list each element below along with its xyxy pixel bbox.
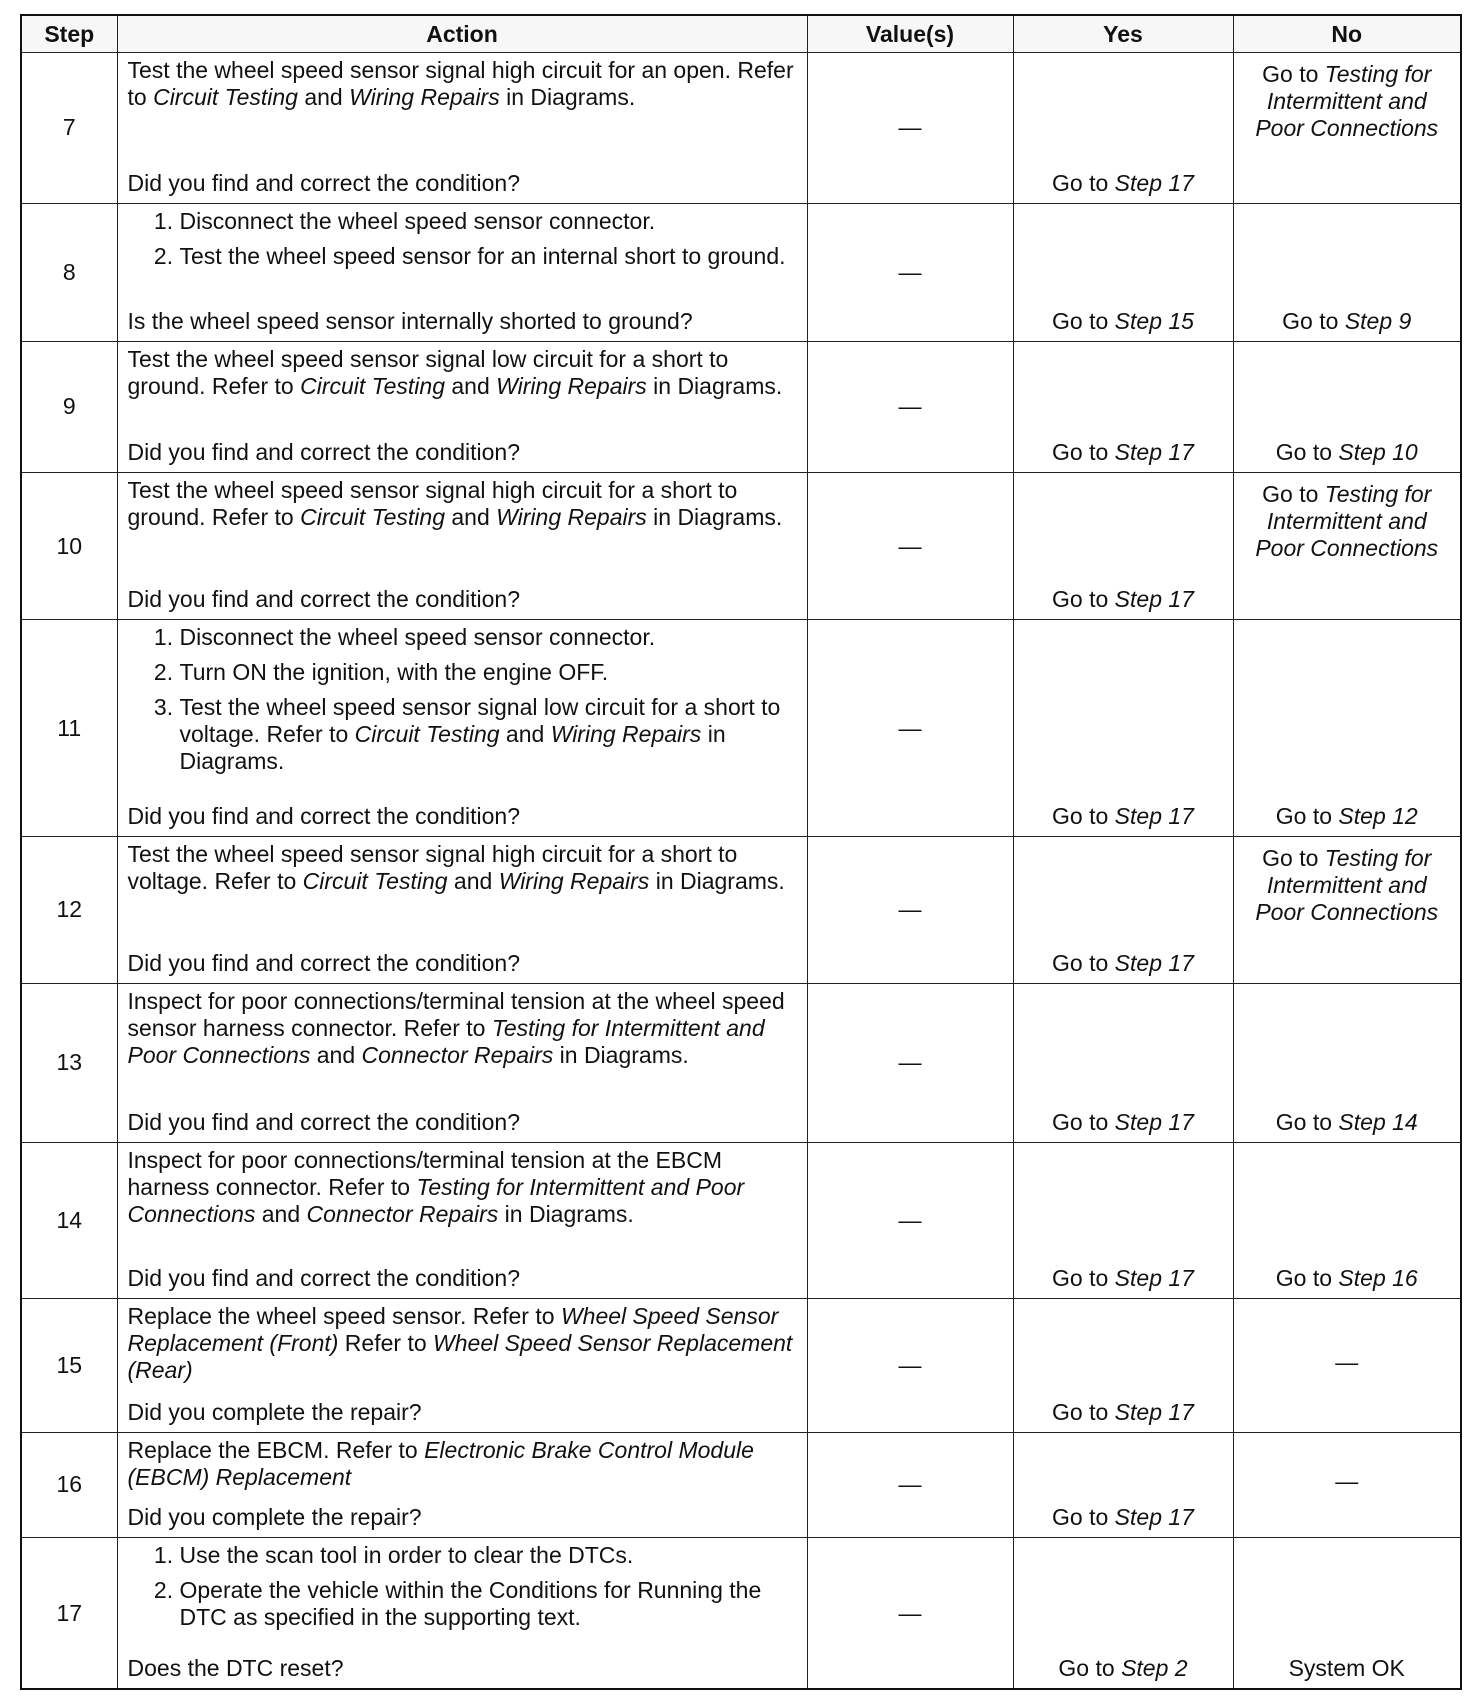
action-content	[128, 208, 797, 335]
action-cell	[117, 203, 807, 341]
no-cell: Go to Step 16	[1233, 1142, 1461, 1298]
table-row	[21, 1538, 1461, 1689]
no-cell: Go to Step 14	[1233, 984, 1461, 1142]
action-content	[128, 477, 797, 614]
value-cell: —	[807, 1538, 1013, 1689]
spacer	[128, 531, 797, 579]
action-cell	[117, 984, 807, 1142]
action-content	[128, 1303, 797, 1426]
action-content	[128, 988, 797, 1135]
no-cell: Go to Step 10	[1233, 342, 1461, 473]
step-number: 13	[21, 984, 117, 1142]
action-question: Did you find and correct the condition?	[127, 1264, 521, 1291]
action-step-item: 1. Use the scan tool in order to clear the DTCs.	[180, 1542, 797, 1569]
step-number: 14	[21, 1142, 117, 1298]
header-action: Action	[117, 15, 807, 53]
step-number: 12	[21, 836, 117, 984]
no-cell: Go to Testing for Intermittent and Poor Connections	[1233, 836, 1461, 984]
action-steps-list	[128, 624, 797, 783]
yes-cell: Go to Step 17	[1013, 1298, 1233, 1432]
yes-cell: Go to Step 17	[1013, 472, 1233, 620]
action-cell	[117, 836, 807, 984]
table-row	[21, 342, 1461, 473]
spacer	[128, 1639, 797, 1647]
table-row	[21, 1432, 1461, 1537]
action-text: Test the wheel speed sensor signal high circuit for an open. Refer to Circuit Testing and Wiring Repairs in Diagrams.	[127, 57, 794, 110]
action-text: Inspect for poor connections/terminal tension at the wheel speed sensor harness connector. Refer to Testing for Intermittent and Poor Connections and Connector Repairs in Diagrams.	[127, 988, 785, 1069]
step-number: 17	[21, 1538, 117, 1689]
value-cell: —	[807, 342, 1013, 473]
spacer	[128, 278, 797, 300]
yes-cell: Go to Step 17	[1013, 1432, 1233, 1537]
diagnostic-table	[20, 14, 1462, 1690]
step-number: 10	[21, 472, 117, 620]
step-number: 16	[21, 1432, 117, 1537]
action-question: Did you find and correct the condition?	[127, 586, 521, 613]
action-cell	[117, 53, 807, 204]
action-step-item: 2. Turn ON the ignition, with the engine OFF.	[180, 659, 797, 686]
table-row	[21, 1142, 1461, 1298]
step-number: 9	[21, 342, 117, 473]
no-cell: —	[1233, 1432, 1461, 1537]
action-content	[128, 1437, 797, 1531]
action-question: Did you complete the repair?	[127, 1504, 422, 1531]
header-step: Step	[21, 15, 117, 53]
action-text: Test the wheel speed sensor signal high circuit for a short to ground. Refer to Circuit Testing and Wiring Repairs in Diagrams.	[127, 476, 783, 530]
value-cell: —	[807, 836, 1013, 984]
no-cell: Go to Testing for Intermittent and Poor Connections	[1233, 472, 1461, 620]
spacer	[128, 1069, 797, 1100]
action-step-item: 3. Test the wheel speed sensor signal low circuit for a short to voltage. Refer to Circuit Testing and Wiring Repairs in Diagrams.	[180, 694, 797, 775]
table-row	[21, 984, 1461, 1142]
header-values: Value(s)	[807, 15, 1013, 53]
action-content	[128, 1542, 797, 1682]
table-body	[21, 53, 1461, 1690]
value-cell: —	[807, 203, 1013, 341]
no-cell: Go to Step 9	[1233, 203, 1461, 341]
header-no: No	[1233, 15, 1461, 53]
table-row	[21, 836, 1461, 984]
yes-cell: Go to Step 17	[1013, 1142, 1233, 1298]
action-cell	[117, 1142, 807, 1298]
value-cell: —	[807, 984, 1013, 1142]
header-row	[21, 15, 1461, 53]
action-content	[128, 624, 797, 829]
no-cell: —	[1233, 1298, 1461, 1432]
table-row	[21, 472, 1461, 620]
step-number: 7	[21, 53, 117, 204]
step-number: 15	[21, 1298, 117, 1432]
table-row	[21, 53, 1461, 204]
action-question: Did you find and correct the condition?	[127, 950, 521, 977]
step-number: 11	[21, 620, 117, 836]
action-content	[128, 346, 797, 466]
spacer	[128, 1491, 797, 1496]
table-row	[21, 620, 1461, 836]
action-text: Test the wheel speed sensor signal low circuit for a short to ground. Refer to Circuit Testing and Wiring Repairs in Diagrams.	[127, 346, 783, 399]
action-step-item: 1. Disconnect the wheel speed sensor connector.	[180, 208, 797, 235]
action-cell	[117, 472, 807, 620]
value-cell: —	[807, 620, 1013, 836]
no-cell: System OK	[1233, 1538, 1461, 1689]
action-cell	[117, 1432, 807, 1537]
action-cell	[117, 620, 807, 836]
spacer	[128, 895, 797, 943]
action-question: Is the wheel speed sensor internally shorted to ground?	[127, 308, 693, 334]
action-steps-list	[128, 208, 797, 278]
action-text: Replace the wheel speed sensor. Refer to Wheel Speed Sensor Replacement (Front) Refer to Wheel Speed Sensor Replacement (Rear)	[127, 1302, 793, 1383]
spacer	[128, 400, 797, 431]
action-step-item: 2. Operate the vehicle within the Conditions for Running the DTC as specified in the supporting text.	[180, 1577, 797, 1631]
action-steps-list	[128, 1542, 797, 1639]
action-question: Did you find and correct the condition?	[127, 1108, 521, 1135]
table-row	[21, 203, 1461, 341]
action-cell	[117, 342, 807, 473]
no-cell: Go to Testing for Intermittent and Poor Connections	[1233, 53, 1461, 204]
action-question: Did you find and correct the condition?	[127, 169, 521, 196]
yes-cell: Go to Step 17	[1013, 984, 1233, 1142]
action-step-item: 1. Disconnect the wheel speed sensor connector.	[180, 624, 797, 651]
value-cell: —	[807, 1142, 1013, 1298]
action-cell	[117, 1298, 807, 1432]
yes-cell: Go to Step 17	[1013, 53, 1233, 204]
value-cell: —	[807, 53, 1013, 204]
yes-cell: Go to Step 17	[1013, 836, 1233, 984]
table-row	[21, 1298, 1461, 1432]
action-text: Test the wheel speed sensor signal high circuit for a short to voltage. Refer to Circuit Testing and Wiring Repairs in Diagrams.	[127, 840, 785, 894]
value-cell: —	[807, 472, 1013, 620]
action-text: Replace the EBCM. Refer to Electronic Brake Control Module (EBCM) Replacement	[127, 1436, 754, 1490]
spacer	[128, 783, 797, 794]
action-content	[128, 841, 797, 978]
yes-cell: Go to Step 15	[1013, 203, 1233, 341]
yes-cell: Go to Step 17	[1013, 620, 1233, 836]
action-question: Did you find and correct the condition?	[127, 802, 521, 829]
action-question: Did you find and correct the condition?	[127, 438, 521, 465]
yes-cell: Go to Step 2	[1013, 1538, 1233, 1689]
action-content	[128, 57, 797, 197]
action-question: Does the DTC reset?	[127, 1655, 344, 1681]
value-cell: —	[807, 1432, 1013, 1537]
action-question: Did you complete the repair?	[127, 1398, 422, 1425]
step-number: 8	[21, 203, 117, 341]
header-yes: Yes	[1013, 15, 1233, 53]
spacer	[128, 1228, 797, 1257]
spacer	[128, 1384, 797, 1391]
yes-cell: Go to Step 17	[1013, 342, 1233, 473]
action-content	[128, 1147, 797, 1292]
action-step-item: 2. Test the wheel speed sensor for an internal short to ground.	[180, 243, 797, 270]
no-cell: Go to Step 12	[1233, 620, 1461, 836]
action-cell	[117, 1538, 807, 1689]
action-text: Inspect for poor connections/terminal tension at the EBCM harness connector. Refer to Testing for Intermittent and Poor Connections and Connector Repairs in Diagrams.	[127, 1146, 745, 1227]
value-cell: —	[807, 1298, 1013, 1432]
spacer	[128, 111, 797, 162]
